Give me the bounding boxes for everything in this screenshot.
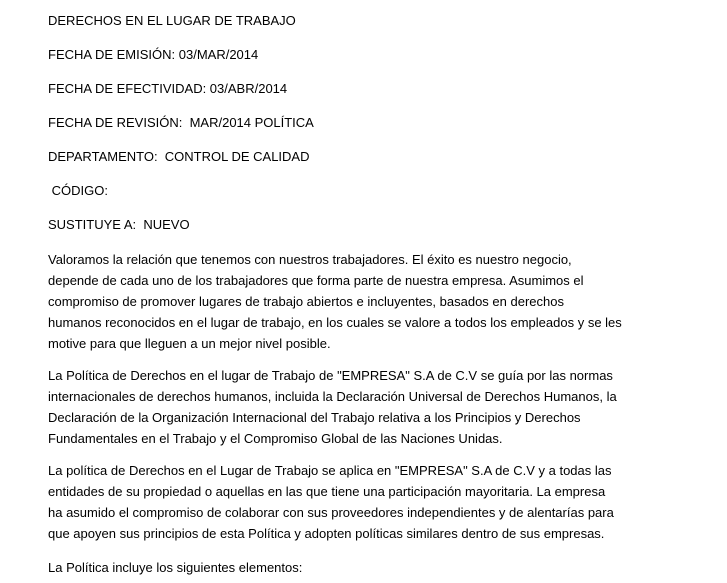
supersedes: SUSTITUYE A: NUEVO — [48, 217, 190, 232]
revision-date: FECHA DE REVISIÓN: MAR/2014 POLÍTICA — [48, 115, 314, 130]
paragraph-scope — [48, 460, 688, 544]
paragraph-relationship — [48, 249, 688, 354]
paragraph-line: La Política de Derechos en el lugar de Trabajo de "EMPRESA" S.A de C.V se guía por las normas — [48, 368, 613, 383]
paragraph-line: motive para que lleguen a un mejor nivel posible. — [48, 336, 331, 351]
paragraph-line: Fundamentales en el Trabajo y el Compromiso Global de las Naciones Unidas. — [48, 431, 503, 446]
paragraph-line: entidades de su propiedad o aquellas en las que tiene una participación mayoritaria. La empresa — [48, 484, 606, 499]
paragraph-line: ha asumido el compromiso de colaborar con sus proveedores independientes y de alentarías para — [48, 505, 614, 520]
paragraph-international-norms — [48, 365, 688, 449]
paragraph-elements-intro: La Política incluye los siguientes elementos: — [48, 560, 303, 575]
paragraph-line: Valoramos la relación que tenemos con nuestros trabajadores. El éxito es nuestro negocio, — [48, 252, 572, 267]
paragraph-line: depende de cada uno de los trabajadores que forma parte de nuestra empresa. Asumimos el — [48, 273, 584, 288]
paragraph-line: La política de Derechos en el Lugar de Trabajo se aplica en "EMPRESA" S.A de C.V y a todas las — [48, 463, 612, 478]
document-title: DERECHOS EN EL LUGAR DE TRABAJO — [48, 13, 296, 28]
paragraph-line: que apoyen sus principios de esta Política y adopten políticas similares dentro de sus empresas. — [48, 526, 605, 541]
paragraph-line: internacionales de derechos humanos, incluida la Declaración Universal de Derechos Humanos, la — [48, 389, 617, 404]
code: CÓDIGO: — [48, 183, 108, 198]
department: DEPARTAMENTO: CONTROL DE CALIDAD — [48, 149, 310, 164]
paragraph-line: Declaración de la Organización Internacional del Trabajo relativa a los Principios y Derechos — [48, 410, 581, 425]
paragraph-line: compromiso de promover lugares de trabajo abiertos e incluyentes, basados en derechos — [48, 294, 564, 309]
paragraph-line: humanos reconocidos en el lugar de trabajo, en los cuales se valore a todos los empleados y se les — [48, 315, 622, 330]
effective-date: FECHA DE EFECTIVIDAD: 03/ABR/2014 — [48, 81, 288, 96]
issue-date: FECHA DE EMISIÓN: 03/MAR/2014 — [48, 47, 259, 62]
